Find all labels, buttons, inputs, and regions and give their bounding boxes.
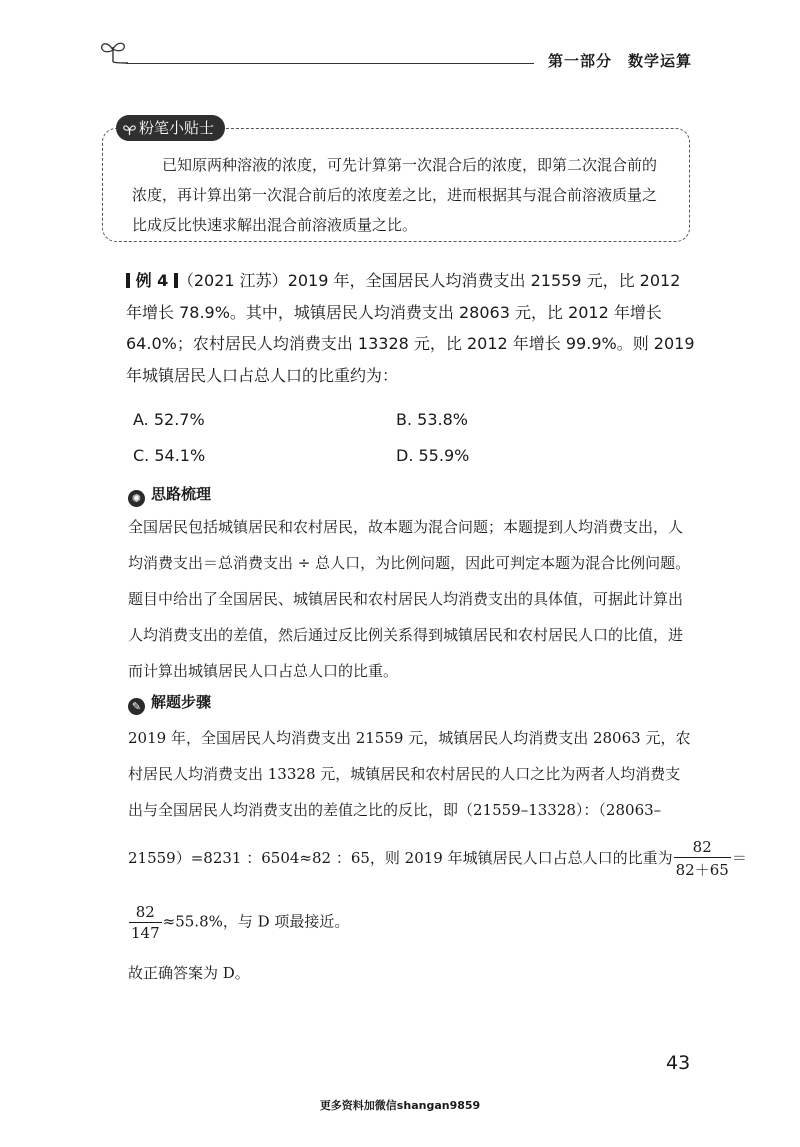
example-tag — [126, 271, 178, 290]
example-question — [126, 265, 696, 391]
sprout-icon — [98, 38, 128, 64]
sprout-icon — [123, 123, 136, 136]
solution-title: 解题步骤 — [151, 693, 212, 711]
solution-text: 2019 年，全国居民人均消费支出 21559 元，城镇居民人均消费支出 28063 元，农村居民人均消费支出 13328 元，城镇居民和农村居民的人口之比为两者人均消费支出与全国居民人均消费支出的差值之比的反比，即（21559–13328）：（28063– — [128, 729, 691, 819]
fraction-82-over-sum — [674, 838, 731, 880]
analysis-title: 思路梳理 — [151, 485, 212, 503]
answer-line: 故正确答案为 D。 — [128, 964, 250, 982]
solution-result-text: ≈55.8%，与 D 项最接近。 — [162, 912, 350, 931]
example-tag-text: 例 4 — [135, 271, 169, 290]
lightbulb-icon: ✺ — [128, 490, 145, 507]
option-a: A. 52.7% — [133, 410, 205, 429]
fraction-denominator: 82＋65 — [675, 861, 729, 879]
fraction-numerator: 82 — [129, 903, 162, 923]
fraction-numerator: 82 — [674, 838, 731, 858]
option-b: B. 53.8% — [396, 410, 468, 429]
analysis-heading — [128, 483, 211, 507]
solution-result-line — [128, 903, 349, 942]
tip-text: 已知原两种溶液的浓度，可先计算第一次混合后的浓度，即第二次混合前的浓度，再计算出第一次混合前后的浓度差之比，进而根据其与混合前溶液质量之比成反比快速求解出混合前溶液质量之比。 — [132, 156, 658, 234]
tip-label-text: 粉笔小贴士 — [139, 119, 215, 137]
option-d: D. 55.9% — [396, 446, 470, 465]
footer-note: 更多资料加微信shangan9859 — [319, 1099, 481, 1112]
solution-ratio-text: 21559）=8231 ：6504≈82 ：65，则 2019 年城镇居民人口占总人口的比重为 — [128, 849, 673, 867]
header-rule — [126, 63, 534, 64]
example-source: （2021 江苏） — [177, 271, 288, 290]
solution-ratio-line — [128, 838, 747, 880]
equals-sign: ＝ — [731, 849, 747, 867]
solution-heading — [128, 691, 211, 715]
tag-bar-left — [126, 273, 130, 288]
fraction-82-over-147 — [129, 903, 162, 942]
analysis-text: 全国居民包括城镇居民和农村居民，故本题为混合问题；本题提到人均消费支出，人均消费支出＝总消费支出 ÷ 总人口，为比例问题，因此可判定本题为混合比例问题。题目中给出了全国居民、城镇居民和农村居民人均消费支出的具体值，可据此计算出人均消费支出的差值，然后通过反比例关系得到城镇居民和农村居民人口的比值，进而计算出城镇居民人口占总人口的比重。 — [128, 518, 691, 680]
option-c: C. 54.1% — [133, 446, 206, 465]
page-number: 43 — [666, 1052, 691, 1074]
tip-label — [116, 115, 225, 141]
pencil-icon: ✎ — [128, 698, 145, 715]
fraction-denominator: 147 — [131, 924, 160, 942]
section-title: 第一部分 数学运算 — [548, 52, 693, 70]
example-question-text: 2019 年，全国居民人均消费支出 21559 元，比 2012 年增长 78.9%。其中，城镇居民人均消费支出 28063 元，比 2012 年增长 64.0%；农村居民人均消费支出 13328 元，比 2012 年增长 99.9%。则 2019 年城镇居民人口占总人口的比重约为： — [126, 271, 695, 385]
